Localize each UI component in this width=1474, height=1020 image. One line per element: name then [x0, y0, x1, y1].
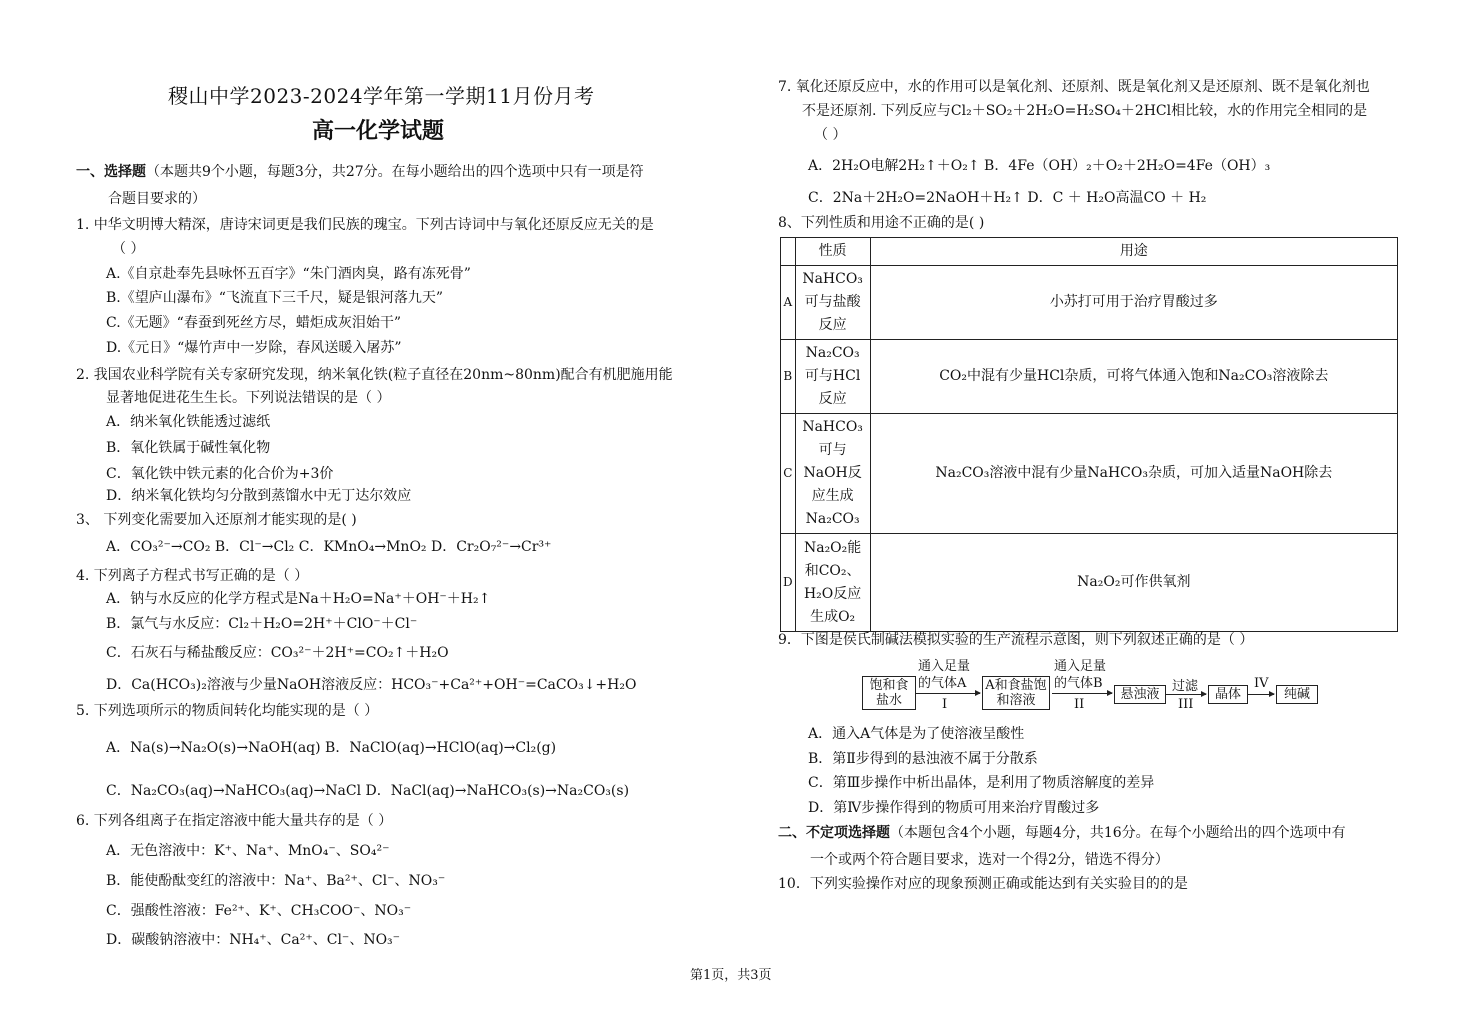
row-property: Na₂CO₃可与HCl反应	[795, 340, 870, 414]
row-use: CO₂中混有少量HCl杂质，可将气体通入饱和Na₂CO₃溶液除去	[870, 340, 1397, 414]
left-question-line: 5. 下列选项所示的物质间转化均能实现的是（ ）	[76, 703, 379, 719]
left-question-line: C．强酸性溶液：Fe²⁺、K⁺、CH₃COO⁻、NO₃⁻	[106, 903, 412, 919]
flow-step2-number: II	[1074, 697, 1085, 712]
row-label: A	[781, 266, 796, 340]
row-use: Na₂O₂可作供氧剂	[870, 534, 1397, 632]
right-question-line: D．第Ⅳ步操作得到的物质可用来治疗胃酸过多	[808, 800, 1100, 816]
left-question-line: B．氧化铁属于碱性氧化物	[106, 440, 271, 456]
flow-box-soda: 纯碱	[1276, 685, 1318, 704]
left-question-line: D.《元日》“爆竹声中一岁除，春风送暖入屠苏”	[106, 340, 402, 356]
table-row	[781, 414, 1398, 534]
left-question-line: B．能使酚酞变红的溶液中：Na⁺、Ba²⁺、Cl⁻、NO₃⁻	[106, 873, 446, 889]
flow-step2-label: 通入足量的气体B	[1054, 659, 1107, 691]
left-question-line: D．碳酸钠溶液中：NH₄⁺、Ca²⁺、Cl⁻、NO₃⁻	[106, 932, 401, 948]
left-question-line: （ ）	[112, 241, 145, 257]
table-row	[781, 534, 1398, 632]
right-question-line: 8、下列性质和用途不正确的是( )	[778, 215, 985, 231]
row-label: C	[781, 414, 796, 534]
right-question-line: 7. 氧化还原反应中，水的作用可以是氧化剂、还原剂、既是氧化剂又是还原剂、既不是氧化剂也	[778, 79, 1370, 95]
left-question-line: B.《望庐山瀑布》“飞流直下三千尺，疑是银河落九天”	[106, 290, 444, 306]
left-question-line: A．CO₃²⁻→CO₂ B．Cl⁻→Cl₂ C．KMnO₄→MnO₂ D．Cr₂O₇²⁻→Cr³⁺	[106, 539, 552, 555]
left-question-line: 显著地促进花生生长。下列说法错误的是（ ）	[106, 390, 391, 406]
flow-arrow-1	[916, 693, 980, 694]
left-question-line: A．无色溶液中：K⁺、Na⁺、MnO₄⁻、SO₄²⁻	[106, 843, 390, 859]
right-question-line: A．通入A气体是为了使溶液呈酸性	[808, 726, 1025, 742]
row-property: NaHCO₃可与NaOH反应生成Na₂CO₃	[795, 414, 870, 534]
flow-step3-label: 过滤	[1172, 679, 1199, 694]
left-question-line: 6. 下列各组离子在指定溶液中能大量共存的是（ ）	[76, 813, 393, 829]
left-question-line: D．Ca(HCO₃)₂溶液与少量NaOH溶液反应：HCO₃⁻+Ca²⁺+OH⁻=CaCO₃↓+H₂O	[106, 677, 637, 693]
right-question-line: （ ）	[814, 127, 847, 143]
left-question-line: C．石灰石与稀盐酸反应：CO₃²⁻＋2H⁺=CO₂↑＋H₂O	[106, 645, 449, 661]
flow-box-crystal: 晶体	[1208, 685, 1248, 704]
row-label: B	[781, 340, 796, 414]
right-question-line: 9．下图是侯氏制碱法模拟实验的生产流程示意图，则下列叙述正确的是（ ）	[778, 632, 1254, 648]
right-question-line: 10．下列实验操作对应的现象预测正确或能达到有关实验目的的是	[778, 876, 1188, 892]
left-question-line: C.《无题》“春蚕到死丝方尽，蜡炬成灰泪始干”	[106, 315, 401, 331]
section-heading: 一、选择题	[76, 164, 146, 180]
header-property: 性质	[795, 238, 870, 266]
left-question-line: C．Na₂CO₃(aq)→NaHCO₃(aq)→NaCl D．NaCl(aq)→NaHCO₃(s)→Na₂CO₃(s)	[106, 783, 630, 799]
flow-step4-label: IV	[1254, 676, 1269, 691]
row-use: Na₂CO₃溶液中混有少量NaHCO₃杂质，可加入适量NaOH除去	[870, 414, 1397, 534]
left-question-line: A.《自京赴奉先县咏怀五百字》“朱门酒肉臭，路有冻死骨”	[106, 266, 471, 282]
left-question-line: 3、 下列变化需要加入还原剂才能实现的是( )	[76, 512, 357, 528]
flow-arrow-4	[1248, 694, 1274, 695]
table-header-row	[781, 238, 1398, 266]
right-question-line: 一个或两个符合题目要求，选对一个得2分，错选不得分）	[810, 852, 1169, 868]
table-row	[781, 266, 1398, 340]
left-question-line: A．纳米氧化铁能透过滤纸	[106, 414, 271, 430]
flow-box-brine: 饱和食盐水	[862, 676, 916, 710]
left-question-line: C．氧化铁中铁元素的化合价为+3价	[106, 466, 334, 482]
flow-box-saturated: A和食盐饱和溶液	[982, 676, 1050, 710]
left-question-line: 4. 下列离子方程式书写正确的是（ ）	[76, 568, 309, 584]
left-question-line: A．Na(s)→Na₂O(s)→NaOH(aq) B．NaClO(aq)→HClO(aq)→Cl₂(g)	[106, 740, 557, 756]
flow-step3-number: III	[1178, 697, 1194, 712]
left-question-line: 合题目要求的）	[108, 191, 206, 207]
page-title: 稷山中学2023-2024学年第一学期11月份月考	[168, 84, 595, 108]
left-question-line: D．纳米氧化铁均匀分散到蒸馏水中无丁达尔效应	[106, 488, 412, 504]
process-flow-diagram	[862, 658, 1322, 722]
subject-title: 高一化学试题	[312, 119, 445, 144]
flow-step1-number: I	[942, 697, 948, 712]
row-property: Na₂O₂能和CO₂、H₂O反应生成O₂	[795, 534, 870, 632]
left-question-line: 2. 我国农业科学院有关专家研究发现，纳米氧化铁(粒子直径在20nm~80nm)配合有机肥施用能	[76, 367, 673, 383]
left-question-line: A．钠与水反应的化学方程式是Na＋H₂O=Na⁺＋OH⁻＋H₂↑	[106, 591, 491, 607]
left-question-line: 一、选择题（本题共9个小题，每题3分，共27分。在每小题给出的四个选项中只有一项是符	[76, 164, 644, 180]
row-use: 小苏打可用于治疗胃酸过多	[870, 266, 1397, 340]
right-question-line: 二、不定项选择题（本题包含4个小题，每题4分，共16分。在每个小题给出的四个选项中有	[778, 825, 1346, 841]
right-question-line: C．2Na＋2H₂O=2NaOH＋H₂↑ D．C ＋ H₂O高温CO ＋ H₂	[808, 190, 1207, 206]
row-label: D	[781, 534, 796, 632]
row-property: NaHCO₃可与盐酸反应	[795, 266, 870, 340]
flow-step1-label: 通入足量的气体A	[918, 659, 971, 691]
header-use: 用途	[870, 238, 1397, 266]
property-table	[780, 237, 1398, 632]
table-row	[781, 340, 1398, 414]
right-question-line: B．第Ⅱ步得到的悬浊液不属于分散系	[808, 751, 1038, 767]
left-question-line: B．氯气与水反应：Cl₂＋H₂O=2H⁺＋ClO⁻＋Cl⁻	[106, 616, 418, 632]
right-question-line: 不是还原剂. 下列反应与Cl₂＋SO₂＋2H₂O=H₂SO₄＋2HCl相比较，水的作用完全相同的是	[802, 103, 1368, 119]
page-footer: 第1页，共3页	[690, 968, 772, 983]
flow-arrow-2	[1052, 693, 1112, 694]
right-question-line: A．2H₂O电解2H₂↑＋O₂↑ B．4Fe（OH）₂＋O₂＋2H₂O=4Fe（OH）₃	[808, 158, 1271, 174]
right-question-line: C．第Ⅲ步操作中析出晶体，是利用了物质溶解度的差异	[808, 775, 1155, 791]
flow-box-suspension: 悬浊液	[1114, 685, 1166, 704]
flow-arrow-3	[1166, 694, 1206, 695]
section-heading: 二、不定项选择题	[778, 825, 890, 841]
left-question-line: 1. 中华文明博大精深，唐诗宋词更是我们民族的瑰宝。下列古诗词中与氧化还原反应无关的是	[76, 217, 654, 233]
